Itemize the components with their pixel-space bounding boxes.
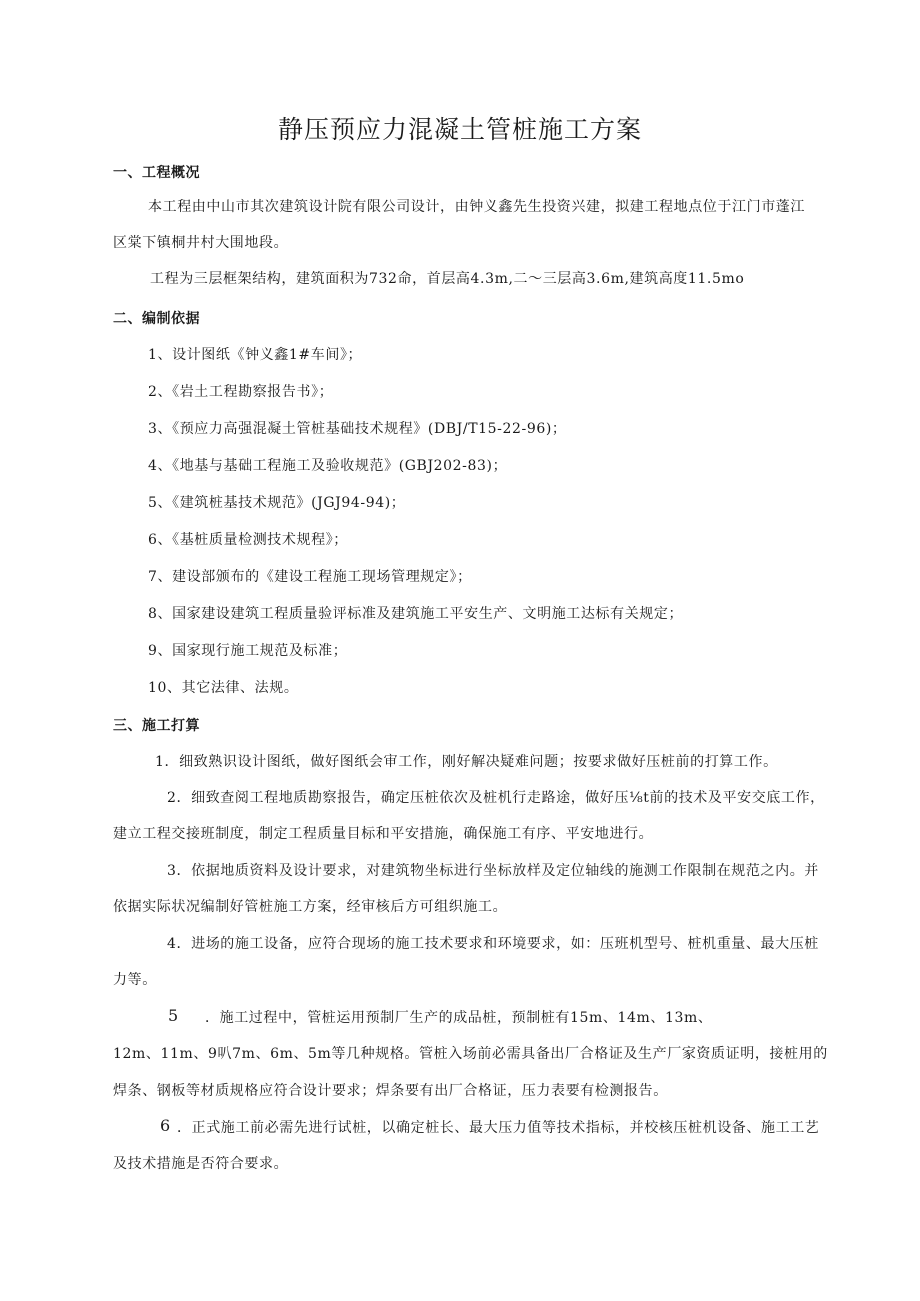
preparation-paragraph-6-line-1: ．正式施工前必需先进行试桩，以确定桩长、最大压力值等技术指标，并校核压桩机设备、施工工艺 — [177, 1120, 820, 1136]
preparation-paragraph-5-line-3: 焊条、钢板等材质规格应符合设计要求；焊条要有出厂合格证，压力表要有检测报告。 — [113, 1083, 668, 1099]
basis-item: 3、《预应力高强混凝土管桩基础技术规程》(DBJ/T15-22-96)； — [148, 421, 567, 437]
basis-item: 5、《建筑桩基技术规范》(JGJ94-94)； — [148, 495, 406, 511]
preparation-paragraph-5-line-1: ．施工过程中，管桩运用预制厂生产的成品桩，预制桩有15m、14m、13m、 — [205, 1010, 713, 1026]
basis-item: 9、国家现行施工规范及标准； — [148, 643, 348, 659]
overview-paragraph-1-line-2: 区棠下镇桐井村大围地段。 — [113, 235, 289, 251]
preparation-paragraph-4-line-1: 4．进场的施工设备，应符合现场的施工技术要求和环境要求，如：压班机型号、桩机重量、最大压桩 — [167, 936, 819, 952]
preparation-paragraph-3-line-1: 3．依据地质资料及设计要求，对建筑物坐标进行坐标放样及定位轴线的施测工作限制在规范之内。并 — [167, 863, 819, 879]
basis-item: 8、国家建设建筑工程质量验评标准及建筑施工平安生产、文明施工达标有关规定； — [148, 606, 684, 622]
document-title: 静压预应力混凝土管桩施工方案 — [277, 115, 642, 144]
preparation-paragraph-6-number: 6 — [160, 1116, 171, 1135]
preparation-paragraph-5-number: 5 — [168, 1006, 179, 1025]
section-heading-preparation: 三、施工打算 — [113, 718, 200, 734]
basis-item: 1、设计图纸《钟义鑫1#车间》； — [148, 347, 363, 363]
section-heading-basis: 二、编制依据 — [113, 311, 200, 327]
basis-item: 7、建设部颁布的《建设工程施工现场管理规定》； — [148, 569, 472, 585]
preparation-paragraph-1-line-1: 1．细致熟识设计图纸，做好图纸会审工作，刚好解决疑难问题；按要求做好压桩前的打算工作。 — [155, 754, 778, 770]
preparation-paragraph-2-line-1: 2．细致查阅工程地质勘察报告，确定压桩依次及桩机行走路途，做好压⅛t前的技术及平安交底工作， — [167, 790, 825, 806]
overview-paragraph-2-line-1: 工程为三层框架结构，建筑面积为732命，首层高4.3m,二～三层高3.6m,建筑高度11.5mo — [150, 271, 745, 287]
preparation-paragraph-4-line-2: 力等。 — [113, 972, 157, 988]
section-heading-overview: 一、工程概况 — [113, 165, 200, 181]
overview-paragraph-1-line-1: 本工程由中山市其次建筑设计院有限公司设计，由钟义鑫先生投资兴建，拟建工程地点位于江门市蓬江 — [148, 199, 805, 215]
preparation-paragraph-3-line-2: 依据实际状况编制好管桩施工方案，经审核后方可组织施工。 — [113, 899, 508, 915]
preparation-paragraph-5-line-2: 12m、11m、9叭7m、6m、5m等几种规格。管桩入场前必需具备出厂合格证及生产厂家资质证明，接桩用的 — [113, 1046, 828, 1062]
preparation-paragraph-6-line-2: 及技术措施是否符合要求。 — [113, 1156, 289, 1172]
basis-item: 2、《岩土工程勘察报告书》； — [148, 384, 334, 400]
basis-item: 6、《基桩质量检测技术规程》； — [148, 532, 348, 548]
basis-item: 4、《地基与基础工程施工及验收规范》(GBJ202-83)； — [148, 458, 508, 474]
basis-item: 10、其它法律、法规。 — [148, 680, 299, 696]
preparation-paragraph-2-line-2: 建立工程交接班制度，制定工程质量目标和平安措施，确保施工有序、平安地进行。 — [113, 826, 654, 842]
